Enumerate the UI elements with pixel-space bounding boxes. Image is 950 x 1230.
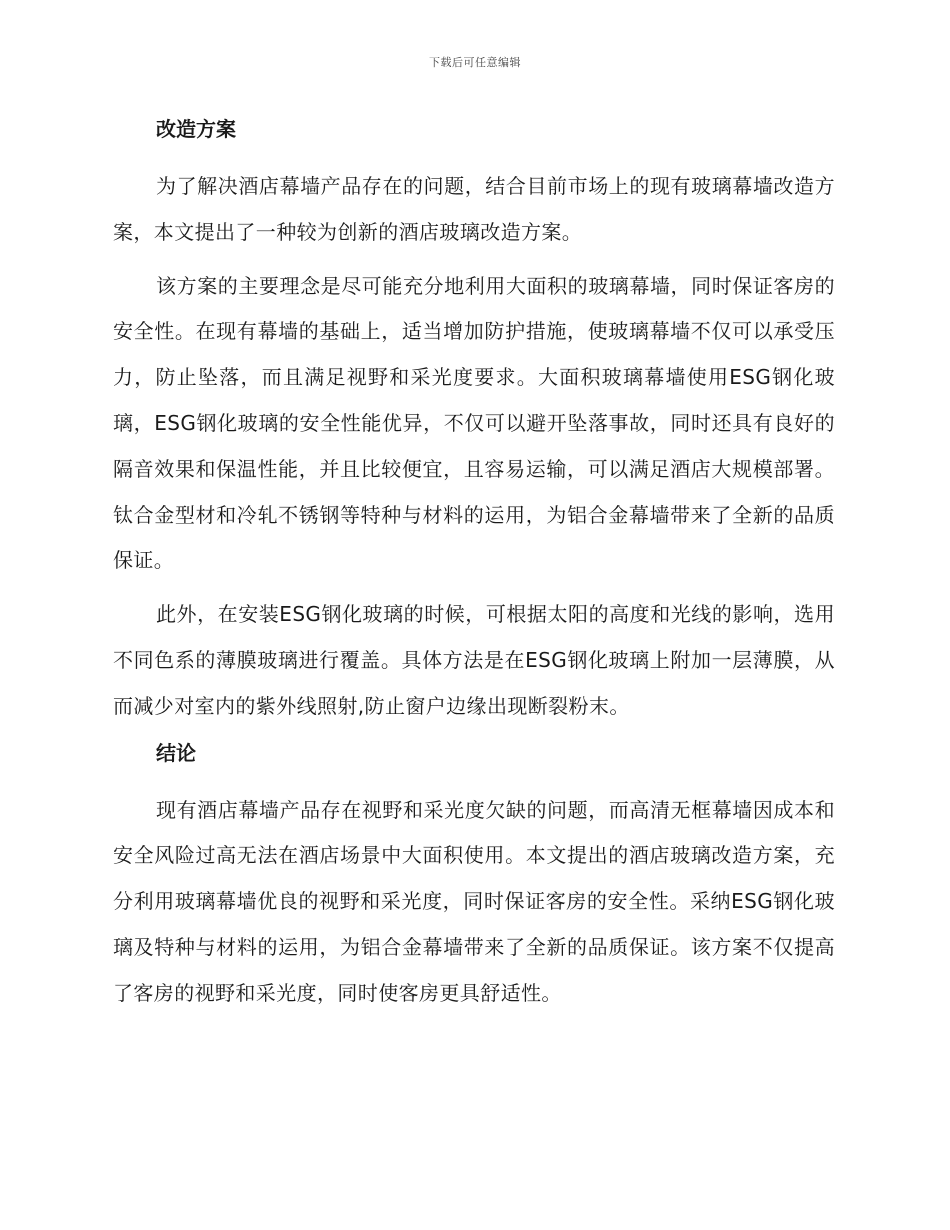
paragraph-main-concept: 该方案的主要理念是尽可能充分地利用大面积的玻璃幕墙，同时保证客房的安全性。在现有幕墙的基础上，适当增加防护措施，使玻璃幕墙不仅可以承受压力，防止坠落，而且满足视野和采光度要求。大面积玻璃幕墙使用ESG钢化玻璃，ESG钢化玻璃的安全性能优异，不仅可以避开坠落事故，同时还具有良好的隔音效果和保温性能，并且比较便宜，且容易运输，可以满足酒店大规模部署。钛合金型材和冷轧不锈钢等特种与材料的运用，为铝合金幕墙带来了全新的品质保证。	[113, 273, 835, 573]
document-body	[113, 114, 835, 1025]
page-header-note: 下载后可任意编辑	[429, 56, 521, 69]
section-heading-conclusion: 结论	[156, 740, 196, 765]
paragraph-intro: 为了解决酒店幕墙产品存在的问题，结合目前市场上的现有玻璃幕墙改造方案，本文提出了一种较为创新的酒店玻璃改造方案。	[113, 174, 835, 244]
section-heading-renovation-plan: 改造方案	[156, 117, 236, 141]
paragraph-conclusion: 现有酒店幕墙产品存在视野和采光度欠缺的问题，而高清无框幕墙因成本和安全风险过高无法在酒店场景中大面积使用。本文提出的酒店玻璃改造方案，充分利用玻璃幕墙优良的视野和采光度，同时保证客房的安全性。采纳ESG钢化玻璃及特种与材料的运用，为铝合金幕墙带来了全新的品质保证。该方案不仅提高了客房的视野和采光度，同时使客房更具舒适性。	[113, 797, 835, 1005]
paragraph-film-coating: 此外，在安装ESG钢化玻璃的时候，可根据太阳的高度和光线的影响，选用不同色系的薄膜玻璃进行覆盖。具体方法是在ESG钢化玻璃上附加一层薄膜，从而减少对室内的紫外线照射,防止窗户边缘出现断裂粉末。	[113, 602, 835, 718]
